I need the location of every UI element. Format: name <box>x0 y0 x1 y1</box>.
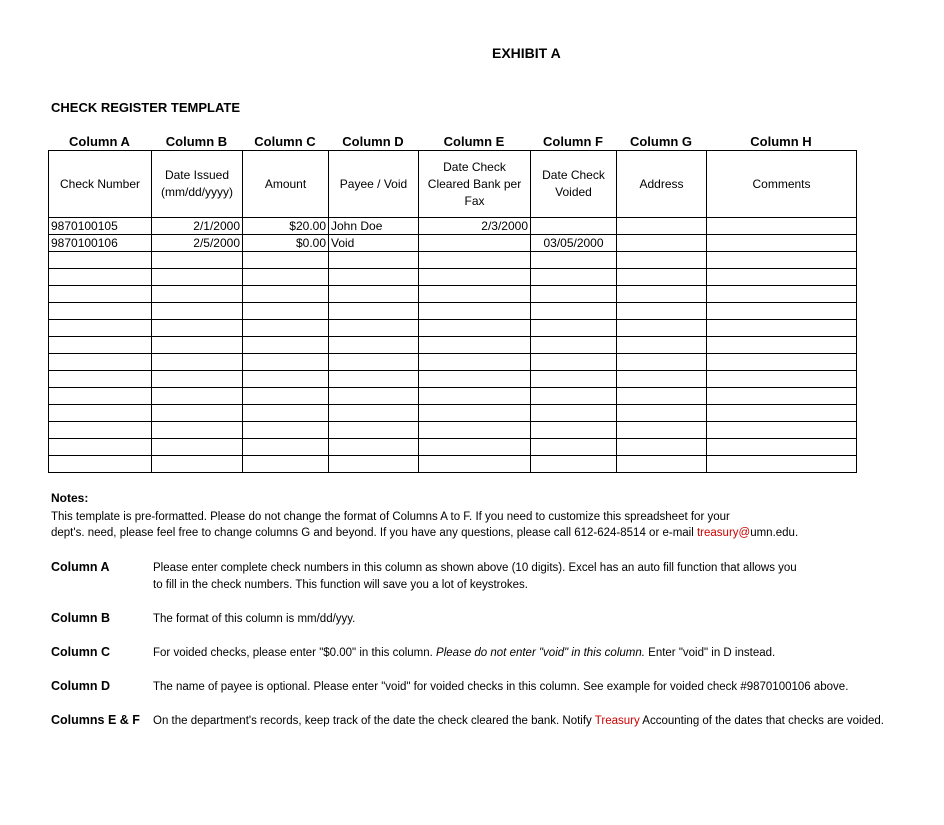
empty-cell[interactable] <box>617 405 707 422</box>
empty-cell[interactable] <box>152 252 243 269</box>
empty-cell[interactable] <box>329 337 419 354</box>
empty-cell[interactable] <box>531 388 617 405</box>
empty-cell[interactable] <box>329 371 419 388</box>
empty-cell[interactable] <box>419 371 531 388</box>
notes-line-2 <box>51 527 798 539</box>
empty-cell[interactable] <box>531 337 617 354</box>
cell-date-issued[interactable]: 2/1/2000 <box>152 218 243 235</box>
cell-address[interactable] <box>617 218 707 235</box>
empty-cell[interactable] <box>152 439 243 456</box>
empty-cell[interactable] <box>707 439 857 456</box>
columns-ef-desc <box>153 715 884 727</box>
empty-cell[interactable] <box>243 422 329 439</box>
table-row <box>49 218 857 235</box>
table-header-row <box>49 151 857 218</box>
empty-cell[interactable] <box>617 320 707 337</box>
column-letter-b: Column B <box>165 134 228 149</box>
table-row <box>49 235 857 252</box>
column-letter-h: Column H <box>750 134 812 149</box>
empty-cell[interactable] <box>531 422 617 439</box>
empty-cell[interactable] <box>707 354 857 371</box>
empty-cell[interactable] <box>617 456 707 473</box>
cell-amount[interactable]: $20.00 <box>243 218 329 235</box>
table-row-empty <box>49 252 857 269</box>
column-c-desc-italic: Please do not enter "void" in this column. <box>436 647 645 659</box>
empty-cell[interactable] <box>49 439 152 456</box>
column-letter-a: Column A <box>69 134 130 149</box>
notes-line-2-text: dept's. need, please feel free to change columns G and beyond. If you have any questions, please call 612-624-8514 or e-mail <box>51 527 697 539</box>
table-row-empty <box>49 354 857 371</box>
empty-cell[interactable] <box>329 252 419 269</box>
empty-cell[interactable] <box>419 388 531 405</box>
empty-cell[interactable] <box>49 320 152 337</box>
empty-cell[interactable] <box>49 252 152 269</box>
column-c-desc <box>153 647 775 659</box>
empty-cell[interactable] <box>243 439 329 456</box>
empty-cell[interactable] <box>49 337 152 354</box>
empty-cell[interactable] <box>707 252 857 269</box>
empty-cell[interactable] <box>152 371 243 388</box>
empty-cell[interactable] <box>531 252 617 269</box>
columns-ef-label: Columns E & F <box>51 713 140 727</box>
empty-cell[interactable] <box>243 405 329 422</box>
cell-check-number[interactable]: 9870100106 <box>49 235 152 252</box>
empty-cell[interactable] <box>243 388 329 405</box>
empty-cell[interactable] <box>243 456 329 473</box>
column-c-label: Column C <box>51 645 111 659</box>
empty-cell[interactable] <box>243 371 329 388</box>
empty-cell[interactable] <box>707 320 857 337</box>
empty-cell[interactable] <box>152 354 243 371</box>
cell-date-cleared[interactable]: 2/3/2000 <box>419 218 531 235</box>
column-a-desc-2: to fill in the check numbers. This function will save you a lot of keystrokes. <box>153 579 528 591</box>
cell-date-issued[interactable]: 2/5/2000 <box>152 235 243 252</box>
empty-cell[interactable] <box>49 405 152 422</box>
empty-cell[interactable] <box>419 320 531 337</box>
cell-payee[interactable]: John Doe <box>329 218 419 235</box>
table-row-empty <box>49 269 857 286</box>
column-letter-g: Column G <box>629 134 693 149</box>
header-date-cleared: Date Check Cleared Bank per Fax <box>419 151 531 218</box>
empty-cell[interactable] <box>329 320 419 337</box>
empty-cell[interactable] <box>419 269 531 286</box>
empty-cell[interactable] <box>152 337 243 354</box>
empty-cell[interactable] <box>152 286 243 303</box>
treasury-text: Treasury <box>594 715 640 727</box>
empty-cell[interactable] <box>419 456 531 473</box>
table-row-empty <box>49 422 857 439</box>
empty-cell[interactable] <box>329 354 419 371</box>
table-row-empty <box>49 337 857 354</box>
table-row-empty <box>49 286 857 303</box>
empty-cell[interactable] <box>707 303 857 320</box>
header-date-issued: Date Issued (mm/dd/yyyy) <box>152 151 243 218</box>
empty-cell[interactable] <box>329 303 419 320</box>
empty-cell[interactable] <box>329 286 419 303</box>
empty-cell[interactable] <box>617 388 707 405</box>
empty-cell[interactable] <box>531 456 617 473</box>
table-row-empty <box>49 388 857 405</box>
column-b-desc: The format of this column is mm/dd/yyy. <box>153 613 356 625</box>
empty-cell[interactable] <box>419 303 531 320</box>
empty-cell[interactable] <box>49 422 152 439</box>
column-letter-f: Column F <box>543 134 603 149</box>
empty-cell[interactable] <box>419 405 531 422</box>
empty-cell[interactable] <box>243 320 329 337</box>
empty-cell[interactable] <box>707 456 857 473</box>
table-row-empty <box>49 405 857 422</box>
empty-cell[interactable] <box>329 388 419 405</box>
column-d-desc: The name of payee is optional. Please enter "void" for voided checks in this column. See example for voided check #9870100106 above. <box>153 681 849 693</box>
empty-cell[interactable] <box>419 439 531 456</box>
empty-cell[interactable] <box>329 405 419 422</box>
cell-comments[interactable] <box>707 235 857 252</box>
empty-cell[interactable] <box>419 286 531 303</box>
header-date-voided: Date Check Voided <box>531 151 617 218</box>
empty-cell[interactable] <box>329 456 419 473</box>
empty-cell[interactable] <box>617 269 707 286</box>
cell-date-cleared[interactable] <box>419 235 531 252</box>
empty-cell[interactable] <box>707 388 857 405</box>
empty-cell[interactable] <box>617 303 707 320</box>
empty-cell[interactable] <box>531 303 617 320</box>
empty-cell[interactable] <box>243 303 329 320</box>
empty-cell[interactable] <box>707 286 857 303</box>
empty-cell[interactable] <box>531 286 617 303</box>
empty-cell[interactable] <box>152 456 243 473</box>
column-a-desc-1: Please enter complete check numbers in this column as shown above (10 digits). Excel has an auto fill function that allows you <box>153 562 797 574</box>
empty-cell[interactable] <box>419 252 531 269</box>
empty-cell[interactable] <box>49 269 152 286</box>
cell-amount[interactable]: $0.00 <box>243 235 329 252</box>
cell-comments[interactable] <box>707 218 857 235</box>
empty-cell[interactable] <box>49 371 152 388</box>
column-c-desc-end: Enter "void" in D instead. <box>644 647 776 659</box>
empty-cell[interactable] <box>419 354 531 371</box>
empty-cell[interactable] <box>49 354 152 371</box>
header-comments: Comments <box>707 151 857 218</box>
table-row-empty <box>49 320 857 337</box>
empty-cell[interactable] <box>531 320 617 337</box>
empty-cell[interactable] <box>419 337 531 354</box>
empty-cell[interactable] <box>531 354 617 371</box>
empty-cell[interactable] <box>707 337 857 354</box>
cell-date-voided[interactable] <box>531 218 617 235</box>
empty-cell[interactable] <box>617 439 707 456</box>
header-check-number: Check Number <box>49 151 152 218</box>
column-c-desc-text: For voided checks, please enter "$0.00" in this column. <box>153 647 437 659</box>
header-payee-void: Payee / Void <box>329 151 419 218</box>
columns-ef-desc-end: Accounting of the dates that checks are voided. <box>639 715 884 727</box>
notes-line-2-end: umn.edu. <box>750 527 799 539</box>
empty-cell[interactable] <box>152 388 243 405</box>
table-row-empty <box>49 456 857 473</box>
empty-cell[interactable] <box>49 286 152 303</box>
empty-cell[interactable] <box>707 269 857 286</box>
empty-cell[interactable] <box>243 252 329 269</box>
empty-cell[interactable] <box>617 422 707 439</box>
check-register-table <box>48 150 857 473</box>
empty-cell[interactable] <box>152 405 243 422</box>
cell-address[interactable] <box>617 235 707 252</box>
empty-cell[interactable] <box>329 269 419 286</box>
empty-cell[interactable] <box>243 337 329 354</box>
empty-cell[interactable] <box>707 405 857 422</box>
empty-cell[interactable] <box>152 422 243 439</box>
empty-cell[interactable] <box>531 269 617 286</box>
empty-cell[interactable] <box>531 371 617 388</box>
empty-cell[interactable] <box>329 422 419 439</box>
empty-cell[interactable] <box>152 269 243 286</box>
empty-cell[interactable] <box>49 303 152 320</box>
table-row-empty <box>49 303 857 320</box>
template-title: CHECK REGISTER TEMPLATE <box>51 100 240 115</box>
empty-cell[interactable] <box>152 303 243 320</box>
cell-date-voided[interactable]: 03/05/2000 <box>531 235 617 252</box>
column-letter-d: Column D <box>342 134 404 149</box>
column-b-label: Column B <box>51 611 111 625</box>
empty-cell[interactable] <box>152 320 243 337</box>
empty-cell[interactable] <box>243 354 329 371</box>
column-d-label: Column D <box>51 679 111 693</box>
empty-cell[interactable] <box>617 354 707 371</box>
empty-cell[interactable] <box>707 371 857 388</box>
cell-check-number[interactable]: 9870100105 <box>49 218 152 235</box>
empty-cell[interactable] <box>243 286 329 303</box>
header-amount: Amount <box>243 151 329 218</box>
empty-cell[interactable] <box>617 371 707 388</box>
notes-title: Notes: <box>51 491 89 505</box>
empty-cell[interactable] <box>49 456 152 473</box>
empty-cell[interactable] <box>617 286 707 303</box>
empty-cell[interactable] <box>329 439 419 456</box>
column-letter-e: Column E <box>443 134 505 149</box>
column-a-label: Column A <box>51 560 110 574</box>
table-row-empty <box>49 371 857 388</box>
empty-cell[interactable] <box>531 405 617 422</box>
exhibit-title: EXHIBIT A <box>492 45 561 61</box>
column-letter-c: Column C <box>254 134 316 149</box>
empty-cell[interactable] <box>243 269 329 286</box>
header-address: Address <box>617 151 707 218</box>
empty-cell[interactable] <box>617 337 707 354</box>
empty-cell[interactable] <box>617 252 707 269</box>
table-row-empty <box>49 439 857 456</box>
cell-payee[interactable]: Void <box>329 235 419 252</box>
empty-cell[interactable] <box>49 388 152 405</box>
columns-ef-desc-text: On the department's records, keep track of the date the check cleared the bank. Notify <box>153 715 595 727</box>
empty-cell[interactable] <box>419 422 531 439</box>
notes-line-1: This template is pre-formatted. Please do not change the format of Columns A to F. If you need to customize this spreadsheet for your <box>51 511 730 523</box>
empty-cell[interactable] <box>707 422 857 439</box>
empty-cell[interactable] <box>531 439 617 456</box>
treasury-email-link[interactable]: treasury@ <box>696 527 751 539</box>
